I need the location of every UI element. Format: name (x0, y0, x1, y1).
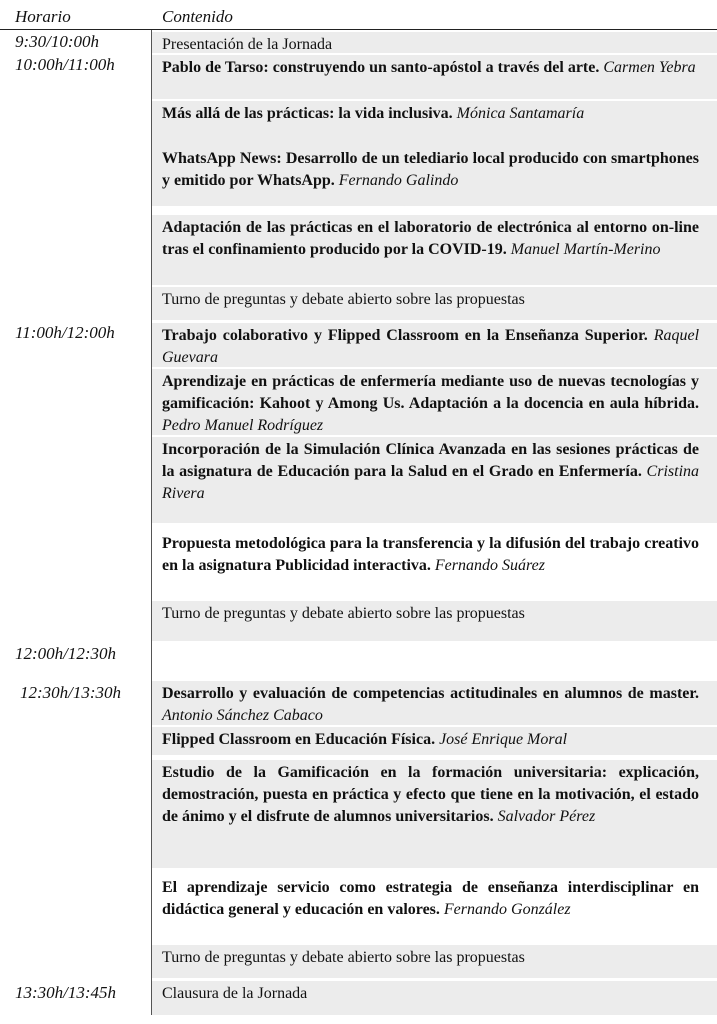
row-text (162, 57, 699, 79)
talk-title: El aprendizaje servicio como estrategia de enseñanza interdisciplinar en didáctica general y educación en valores. (162, 879, 699, 918)
time-slot: 9:30/10:00h (15, 32, 100, 51)
schedule-row (152, 32, 717, 53)
talk-author: Mónica Santamaría (456, 105, 585, 122)
talk-title: Flipped Classroom en Educación Física. (162, 731, 436, 748)
row-text (162, 877, 699, 921)
schedule-row (152, 146, 717, 206)
time-slot: 12:30h/13:30h (20, 683, 122, 702)
talk-title: Propuesta metodológica para la transferencia y la difusión del trabajo creativo en la asignatura Publicidad interactiva. (162, 535, 699, 574)
time-slot: 11:00h/12:00h (15, 323, 115, 342)
row-text: Presentación de la Jornada (162, 36, 333, 53)
talk-author: Carmen Yebra (603, 59, 696, 76)
talk-title: Pablo de Tarso: construyendo un santo-apóstol a través del arte. (162, 59, 600, 76)
schedule-row (152, 760, 717, 868)
schedule-row (152, 369, 717, 435)
talk-title: Incorporación de la Simulación Clínica Avanzada en las sesiones prácticas de la asignatura de Educación para la Salud en el Grado en Enfermería. (162, 441, 699, 480)
row-text (162, 371, 699, 437)
row-text (162, 683, 699, 727)
talk-title: Adaptación de las prácticas en el laboratorio de electrónica al entorno on-line tras el confinamiento producido por la COVID-19. (162, 219, 699, 258)
talk-author: Salvador Pérez (497, 808, 596, 825)
talk-author: Cristina Rivera (162, 463, 700, 502)
row-text (162, 533, 699, 577)
talk-author: Fernando Suárez (434, 557, 545, 574)
row-text: Turno de preguntas y debate abierto sobre las propuestas (162, 949, 525, 966)
schedule-row (152, 681, 717, 725)
talk-title: Estudio de la Gamificación en la formación universitaria: explicación, demostración, puesta en práctica y efecto que tiene en la motivación, el estado de ánimo y el disfrute de alumnos universitarios. (162, 764, 699, 825)
row-text: Turno de preguntas y debate abierto sobre las propuestas (162, 291, 525, 308)
row-text (162, 729, 699, 751)
time-slot: 13:30h/13:45h (15, 983, 117, 1002)
talk-title: Más allá de las prácticas: la vida inclusiva. (162, 105, 453, 122)
schedule-row (152, 437, 717, 523)
talk-author: Antonio Sánchez Cabaco (162, 707, 323, 724)
schedule-row (152, 531, 717, 601)
talk-title: Desarrollo y evaluación de competencias actitudinales en alumnos de master. (162, 685, 699, 702)
schedule-row (152, 981, 717, 1015)
header-divider (0, 29, 717, 30)
column-header-contenido: Contenido (162, 7, 233, 26)
schedule-row (152, 323, 717, 367)
row-text (162, 217, 699, 261)
talk-author: Fernando González (443, 901, 571, 918)
talk-title: Trabajo colaborativo y Flipped Classroom en la Enseñanza Superior. (162, 327, 648, 344)
schedule-row (152, 875, 717, 945)
talk-title: WhatsApp News: Desarrollo de un telediario local producido con smartphones y emitido por WhatsApp. (162, 150, 699, 189)
talk-title: Aprendizaje en prácticas de enfermería mediante uso de nuevas tecnologías y gamificación: Kahoot y Among Us. Adaptación a la docencia en aula híbrida. (162, 373, 699, 412)
column-header-horario: Horario (15, 7, 71, 26)
talk-author: Raquel Guevara (162, 327, 700, 366)
schedule-row (152, 727, 717, 755)
row-text (162, 325, 699, 369)
talk-author: Fernando Galindo (338, 172, 459, 189)
time-slot: 10:00h/11:00h (15, 55, 115, 74)
row-text: Clausura de la Jornada (162, 985, 308, 1002)
row-text: Turno de preguntas y debate abierto sobre las propuestas (162, 605, 525, 622)
table-header (0, 0, 717, 30)
talk-author: Manuel Martín-Merino (510, 241, 661, 258)
time-slot: 12:00h/12:30h (15, 644, 117, 663)
row-text (162, 439, 699, 505)
talk-author: Pedro Manuel Rodríguez (162, 417, 324, 434)
schedule-row (152, 101, 717, 146)
schedule-row (152, 55, 717, 99)
schedule-row (152, 215, 717, 285)
talk-author: José Enrique Moral (439, 731, 568, 748)
row-text (162, 148, 699, 192)
schedule-row-empty (152, 644, 717, 678)
row-text (162, 103, 699, 125)
schedule-row (152, 287, 717, 320)
schedule-row (152, 945, 717, 978)
row-text (162, 762, 699, 828)
schedule-row (152, 601, 717, 641)
